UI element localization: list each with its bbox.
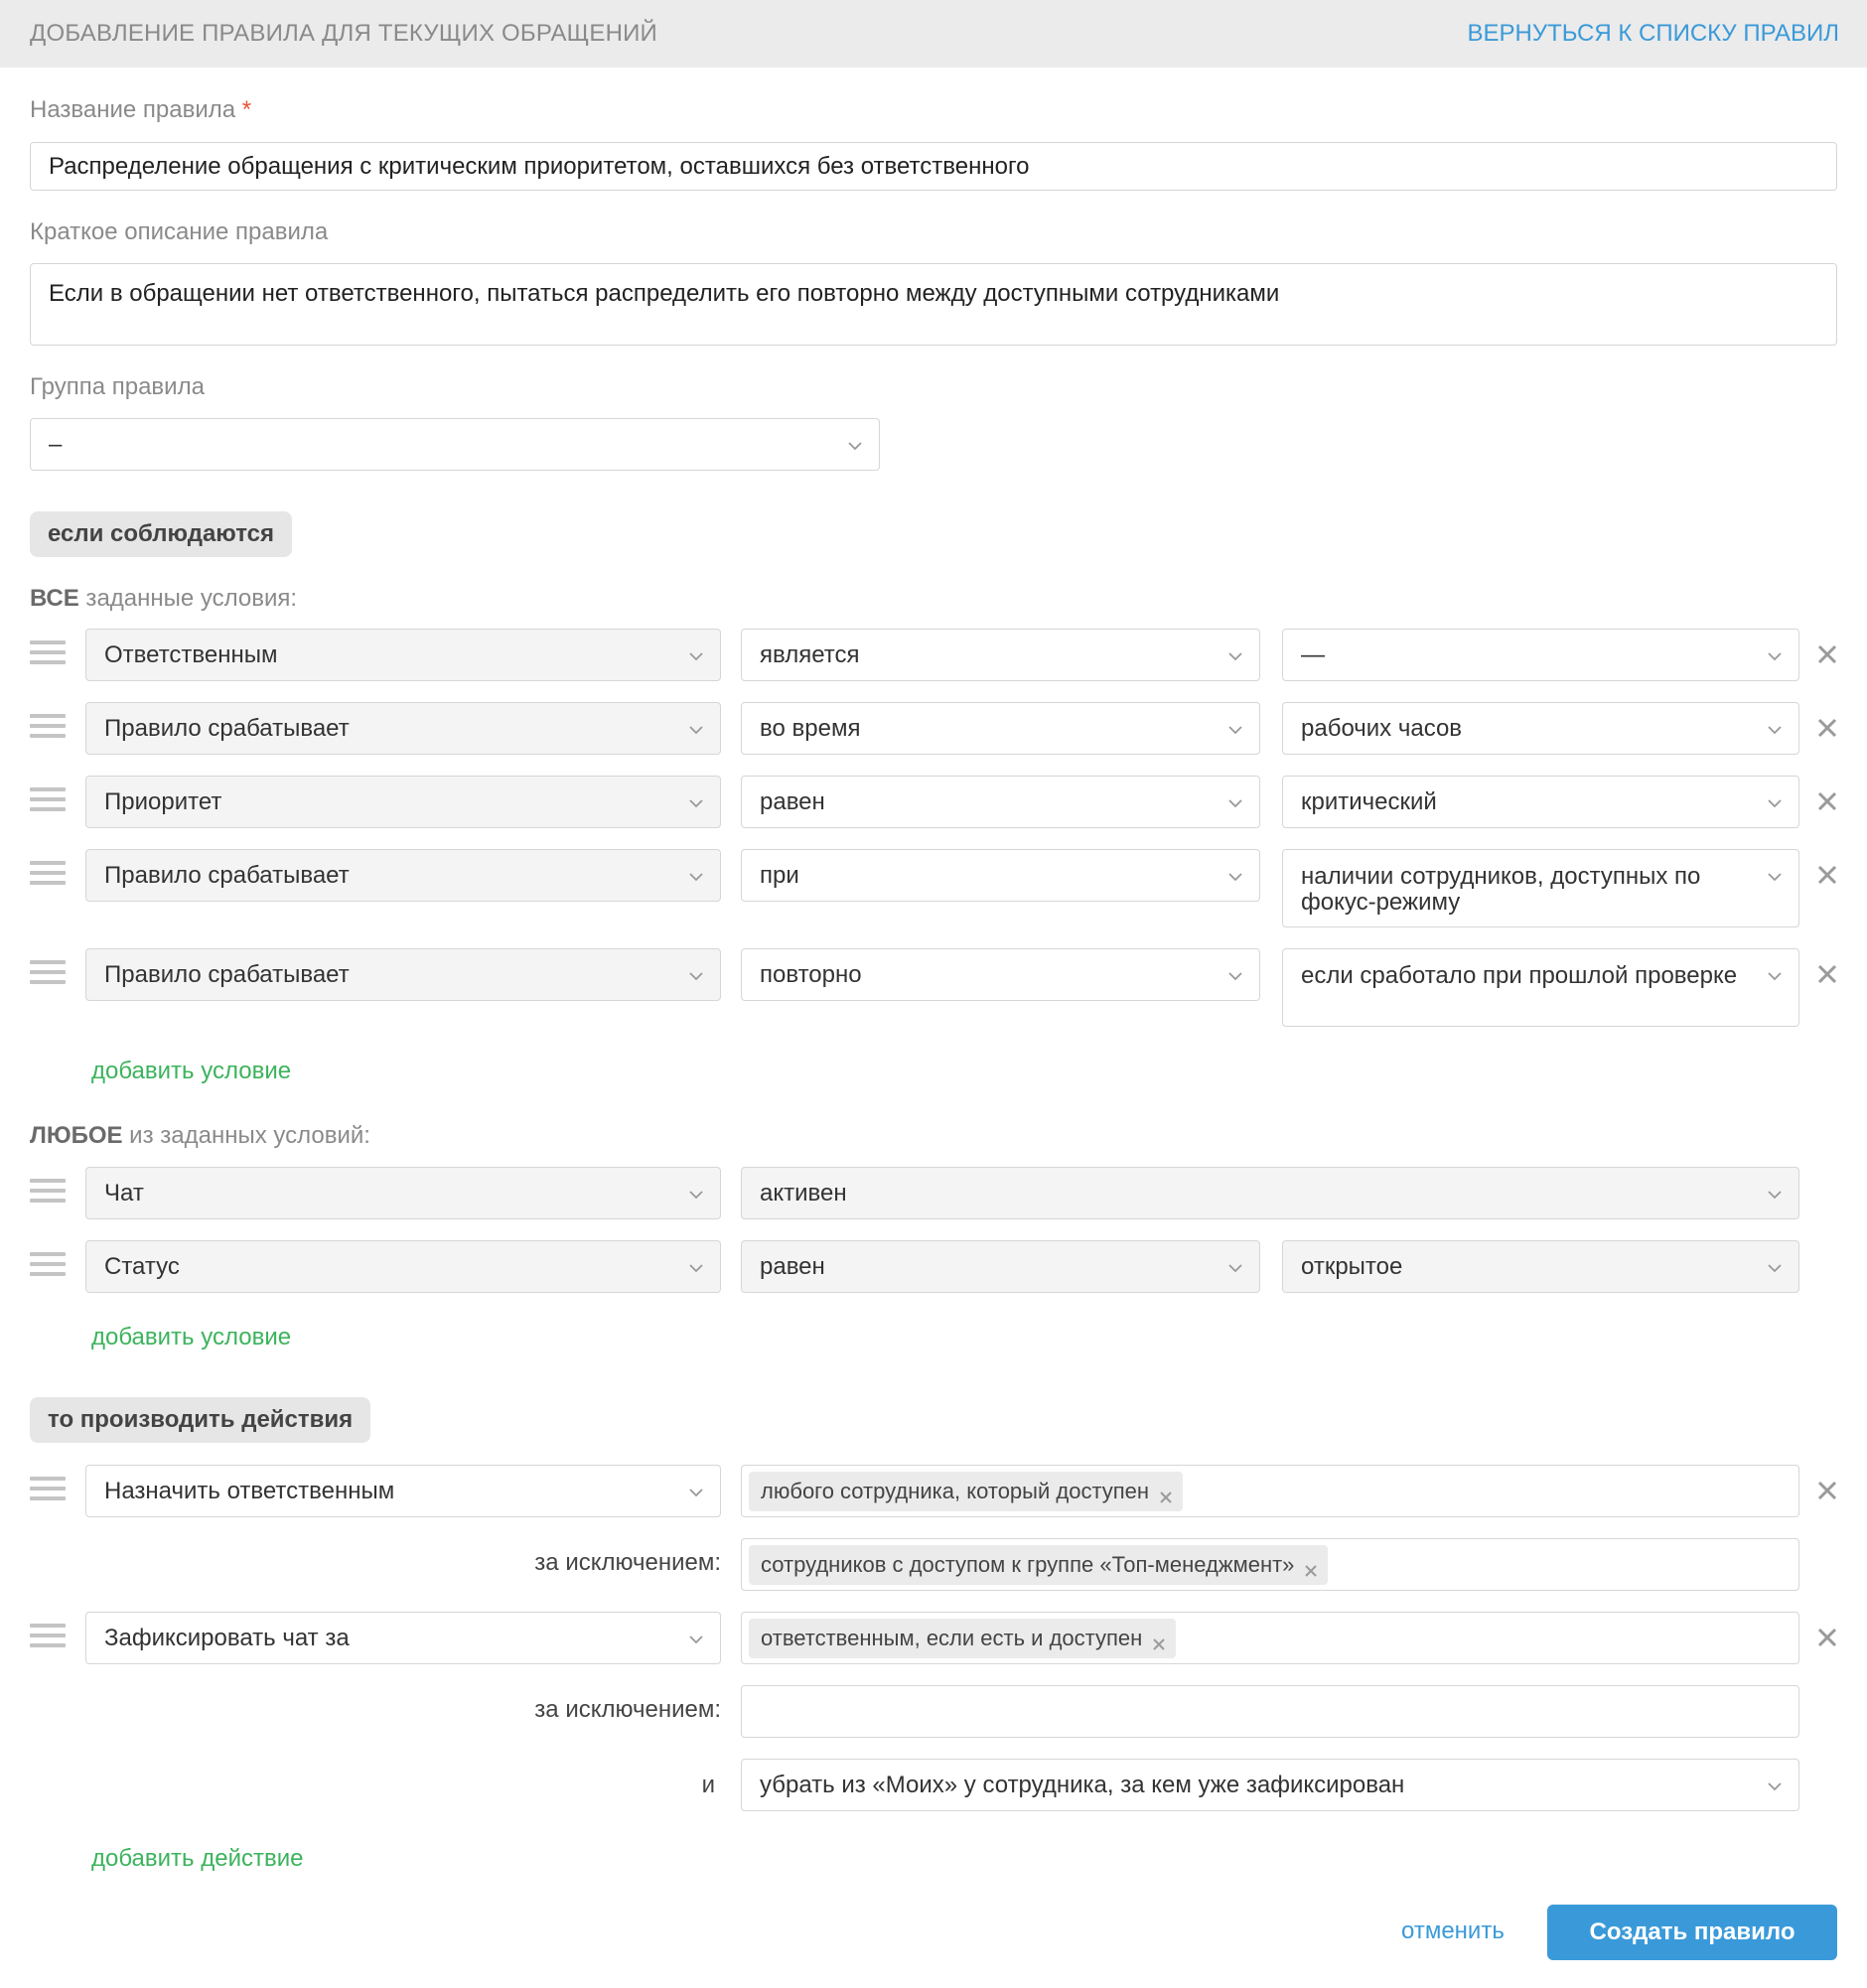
chevron-down-icon bbox=[1227, 651, 1243, 661]
group-value: – bbox=[49, 430, 63, 458]
and-label: и bbox=[701, 1772, 715, 1798]
condition-value-text: — bbox=[1301, 640, 1325, 668]
add-action-link[interactable]: добавить действие bbox=[91, 1845, 304, 1872]
action-type-value: Назначить ответственным bbox=[104, 1477, 395, 1504]
chevron-down-icon bbox=[1767, 651, 1783, 661]
condition-value-text: если сработало при прошлой проверке bbox=[1301, 962, 1738, 989]
chevron-down-icon bbox=[1767, 1781, 1783, 1791]
condition-field-select[interactable] bbox=[85, 776, 721, 828]
except-input[interactable] bbox=[741, 1538, 1799, 1591]
target-tag-label: ответственным, если есть и доступен bbox=[761, 1625, 1143, 1650]
if-conditions-pill: если соблюдаются bbox=[30, 511, 292, 557]
action-type-value: Зафиксировать чат за bbox=[104, 1624, 350, 1651]
target-tag bbox=[749, 1472, 1183, 1511]
condition-value-select[interactable] bbox=[1282, 849, 1799, 927]
drag-handle-icon[interactable] bbox=[30, 861, 66, 891]
rule-name-input[interactable] bbox=[30, 142, 1837, 191]
action-type-select[interactable] bbox=[85, 1612, 721, 1664]
condition-value-select[interactable] bbox=[1282, 776, 1799, 828]
condition-field-value: Приоритет bbox=[104, 787, 222, 815]
condition-field-value: Статус bbox=[104, 1252, 180, 1280]
any-keyword: ЛЮБОЕ bbox=[30, 1122, 123, 1149]
remove-tag-icon[interactable] bbox=[1152, 1632, 1166, 1645]
condition-field-value: Чат bbox=[104, 1179, 144, 1207]
create-rule-button[interactable]: Создать правило bbox=[1547, 1905, 1837, 1960]
condition-field-select[interactable] bbox=[85, 702, 721, 755]
rule-name-label-text: Название правила bbox=[30, 96, 236, 123]
condition-operator-select[interactable] bbox=[741, 1240, 1260, 1293]
condition-operator-value: равен bbox=[760, 1252, 825, 1280]
chevron-down-icon bbox=[847, 441, 863, 451]
condition-value-text: критический bbox=[1301, 787, 1437, 815]
add-any-condition-link[interactable]: добавить условие bbox=[91, 1324, 292, 1350]
drag-handle-icon[interactable] bbox=[30, 1179, 66, 1208]
condition-value-text: наличии сотрудников, доступных по фокус-режиму bbox=[1301, 863, 1701, 916]
condition-operator-select[interactable] bbox=[741, 629, 1260, 681]
chevron-down-icon bbox=[688, 1263, 704, 1273]
condition-operator-value: равен bbox=[760, 787, 825, 815]
all-conditions-label bbox=[30, 585, 297, 613]
rule-name-label bbox=[30, 96, 251, 124]
chevron-down-icon bbox=[688, 1488, 704, 1497]
condition-field-value: Правило срабатывает bbox=[104, 960, 350, 988]
condition-value-select[interactable] bbox=[1282, 1240, 1799, 1293]
drag-handle-icon[interactable] bbox=[30, 787, 66, 817]
and-option-select[interactable] bbox=[741, 1759, 1799, 1811]
chevron-down-icon bbox=[1767, 971, 1783, 981]
any-label-rest: из заданных условий: bbox=[122, 1122, 370, 1149]
and-option-value: убрать из «Моих» у сотрудника, за кем уже зафиксирован bbox=[760, 1771, 1405, 1798]
except-input[interactable] bbox=[741, 1685, 1799, 1738]
description-value: Если в обращении нет ответственного, пытаться распределить его повторно между доступными сотрудниками bbox=[49, 280, 1280, 307]
condition-value-text: рабочих часов bbox=[1301, 714, 1463, 742]
back-to-rules-link[interactable]: ВЕРНУТЬСЯ К СПИСКУ ПРАВИЛ bbox=[1467, 20, 1839, 47]
remove-tag-icon[interactable] bbox=[1159, 1485, 1173, 1498]
group-label: Группа правила bbox=[30, 373, 205, 400]
cancel-button[interactable]: отменить bbox=[1401, 1917, 1505, 1944]
all-label-rest: заданные условия: bbox=[78, 585, 298, 612]
chevron-down-icon bbox=[688, 1190, 704, 1200]
condition-field-value: Правило срабатывает bbox=[104, 714, 350, 742]
required-mark: * bbox=[241, 96, 252, 123]
condition-operator-select[interactable] bbox=[741, 776, 1260, 828]
condition-field-select[interactable] bbox=[85, 849, 721, 902]
any-conditions-label bbox=[30, 1122, 370, 1150]
condition-value-select[interactable] bbox=[1282, 702, 1799, 755]
drag-handle-icon[interactable] bbox=[30, 1252, 66, 1282]
condition-operator-select[interactable] bbox=[741, 948, 1260, 1001]
remove-condition-icon[interactable] bbox=[1816, 963, 1838, 985]
description-textarea[interactable] bbox=[30, 263, 1837, 346]
all-keyword: ВСЕ bbox=[30, 585, 79, 612]
add-all-condition-link[interactable]: добавить условие bbox=[91, 1058, 292, 1084]
remove-tag-icon[interactable] bbox=[1304, 1558, 1318, 1572]
condition-operator-select[interactable] bbox=[741, 702, 1260, 755]
condition-field-select[interactable] bbox=[85, 629, 721, 681]
drag-handle-icon[interactable] bbox=[30, 1477, 66, 1506]
except-label: за исключением: bbox=[534, 1549, 721, 1576]
group-select[interactable] bbox=[30, 418, 880, 471]
drag-handle-icon[interactable] bbox=[30, 714, 66, 744]
chevron-down-icon bbox=[688, 651, 704, 661]
action-type-select[interactable] bbox=[85, 1465, 721, 1517]
drag-handle-icon[interactable] bbox=[30, 640, 66, 670]
page-title: ДОБАВЛЕНИЕ ПРАВИЛА ДЛЯ ТЕКУЩИХ ОБРАЩЕНИЙ bbox=[30, 20, 658, 47]
chevron-down-icon bbox=[1227, 971, 1243, 981]
except-tag-label: сотрудников с доступом к группе «Топ-менеджмент» bbox=[761, 1551, 1295, 1577]
condition-operator-select[interactable] bbox=[741, 1167, 1799, 1219]
condition-value-select[interactable] bbox=[1282, 948, 1799, 1027]
then-actions-pill: то производить действия bbox=[30, 1397, 370, 1443]
remove-condition-icon[interactable] bbox=[1816, 864, 1838, 886]
condition-value-text: открытое bbox=[1301, 1252, 1403, 1280]
condition-operator-value: повторно bbox=[760, 960, 862, 988]
chevron-down-icon bbox=[1767, 725, 1783, 735]
condition-field-select[interactable] bbox=[85, 1240, 721, 1293]
except-label: за исключением: bbox=[534, 1696, 721, 1723]
condition-field-select[interactable] bbox=[85, 948, 721, 1001]
chevron-down-icon bbox=[688, 1634, 704, 1644]
chevron-down-icon bbox=[1227, 798, 1243, 808]
action-target-input[interactable] bbox=[741, 1612, 1799, 1664]
chevron-down-icon bbox=[1227, 1263, 1243, 1273]
condition-field-value: Ответственным bbox=[104, 640, 278, 668]
target-tag bbox=[749, 1619, 1176, 1658]
chevron-down-icon bbox=[1767, 1190, 1783, 1200]
rule-name-value: Распределение обращения с критическим приоритетом, оставшихся без ответственного bbox=[49, 152, 1030, 180]
condition-operator-value: является bbox=[760, 640, 860, 668]
chevron-down-icon bbox=[1767, 1263, 1783, 1273]
condition-operator-select[interactable] bbox=[741, 849, 1260, 902]
chevron-down-icon bbox=[688, 872, 704, 882]
condition-field-value: Правило срабатывает bbox=[104, 861, 350, 889]
page-header bbox=[0, 0, 1867, 68]
chevron-down-icon bbox=[1767, 798, 1783, 808]
chevron-down-icon bbox=[1227, 725, 1243, 735]
remove-condition-icon[interactable] bbox=[1816, 790, 1838, 812]
action-target-input[interactable] bbox=[741, 1465, 1799, 1517]
drag-handle-icon[interactable] bbox=[30, 960, 66, 990]
condition-field-select[interactable] bbox=[85, 1167, 721, 1219]
target-tag-label: любого сотрудника, который доступен bbox=[761, 1478, 1150, 1503]
condition-value-select[interactable] bbox=[1282, 629, 1799, 681]
chevron-down-icon bbox=[688, 725, 704, 735]
chevron-down-icon bbox=[1767, 872, 1783, 882]
chevron-down-icon bbox=[688, 971, 704, 981]
condition-operator-value: при bbox=[760, 861, 799, 889]
remove-condition-icon[interactable] bbox=[1816, 643, 1838, 665]
remove-condition-icon[interactable] bbox=[1816, 717, 1838, 739]
drag-handle-icon[interactable] bbox=[30, 1624, 66, 1653]
remove-action-icon[interactable] bbox=[1816, 1480, 1838, 1501]
condition-operator-value: во время bbox=[760, 714, 861, 742]
description-label: Краткое описание правила bbox=[30, 218, 329, 245]
except-tag bbox=[749, 1545, 1328, 1585]
chevron-down-icon bbox=[688, 798, 704, 808]
chevron-down-icon bbox=[1227, 872, 1243, 882]
condition-operator-value: активен bbox=[760, 1179, 847, 1207]
remove-action-icon[interactable] bbox=[1816, 1627, 1838, 1648]
